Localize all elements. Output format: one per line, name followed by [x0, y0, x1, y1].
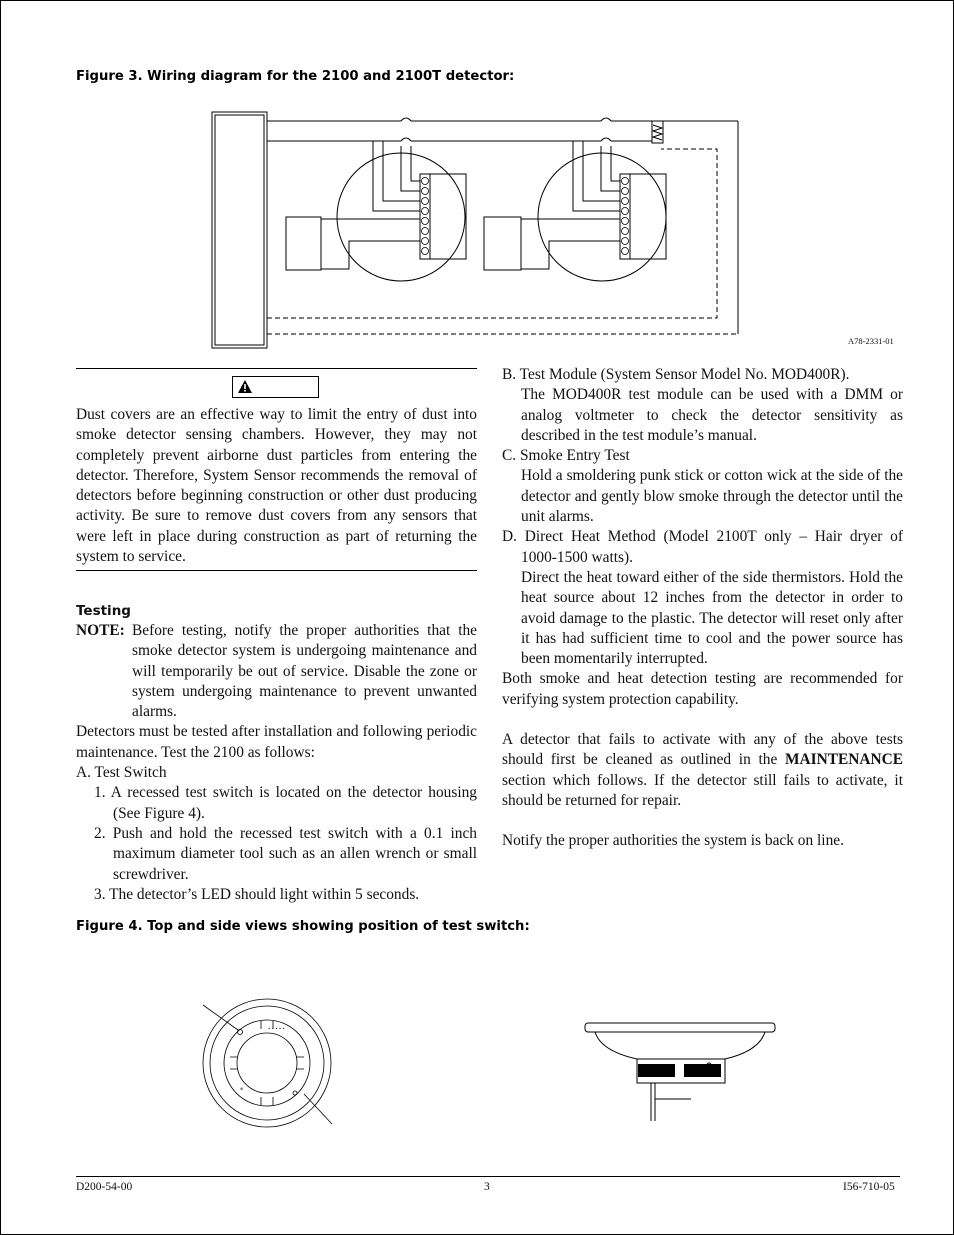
fail-text: [502, 730, 903, 811]
test-d-text: Direct the heat toward either of the side thermistors. Hold the heat source about 12 inches from the detector in order to avoid damage to the plastic. The detector will reset only after it has had sufficient time to cool and the power source has been momentarily interrupted.: [521, 568, 903, 668]
fail-text-start: A detector that fails to activate with any of the above tests should first be cleaned as outlined in the: [502, 731, 903, 769]
footer-part-number: I56-710-05: [843, 1181, 895, 1193]
test-c-title: C. Smoke Entry Test: [502, 447, 630, 465]
testing-heading: Testing: [76, 603, 131, 619]
warning-bottom-rule: [76, 570, 477, 571]
test-a-item-3: 3. The detector’s LED should light within 5 seconds.: [94, 885, 420, 903]
fail-text-end: section which follows. If the detector still fails to activate, it should be returned for repair.: [502, 771, 903, 809]
warning-top-rule: [76, 368, 477, 369]
left-column: [76, 405, 477, 567]
footer-rule: [76, 1176, 900, 1177]
wiring-diagram: [1, 1, 954, 361]
note-label: NOTE:: [76, 622, 125, 639]
test-a-title: A. Test Switch: [76, 764, 167, 782]
test-a-item-1: 1. A recessed test switch is located on the detector housing (See Figure 4).: [94, 784, 477, 822]
maintenance-bold: MAINTENANCE: [785, 751, 903, 769]
warning-box: [232, 376, 319, 398]
footer-doc-code: D200-54-00: [76, 1181, 133, 1193]
detector-top-view: [196, 996, 336, 1128]
dust-cover-warning: Dust covers are an effective way to limit the entry of dust into smoke detector sensing chambers. However, they may not completely prevent airborne dust particles from entering the detector. Therefore, System Sensor recommends the removal of detectors before beginning construction or other dust producing activity. Be sure to remove dust covers from any sensors that were left in place during construction as part of returning the system to service.: [76, 406, 477, 566]
testing-note: [76, 621, 477, 722]
note-text: Before testing, notify the proper authorities that the smoke detector system is undergoing maintenance and will temporarily be out of service. Disable the zone or system undergoing maintenance to prevent unwanted alarms.: [132, 622, 477, 721]
svg-text:⊕: ⊕: [240, 1086, 244, 1091]
both-testing-text: Both smoke and heat detection testing are recommended for verifying system protection capability.: [502, 670, 903, 708]
notify-text: Notify the proper authorities the system is back on line.: [502, 832, 844, 850]
figure-4-caption: Figure 4. Top and side views showing position of test switch:: [76, 919, 530, 934]
svg-text:• • • • •: • • • • •: [268, 1026, 285, 1031]
test-a-item-2: 2. Push and hold the recessed test switch with a 0.1 inch maximum diameter tool such as an allen wrench or small screwdriver.: [94, 824, 477, 883]
footer-page-number: 3: [484, 1181, 490, 1193]
test-d-title: D. Direct Heat Method (Model 2100T only – Hair dryer of 1000-1500 watts).: [502, 528, 903, 566]
test-c-text: Hold a smoldering punk stick or cotton wick at the side of the detector and gently blow smoke through the detector until the unit alarms.: [521, 467, 903, 526]
figure-3-code: A78-2331-01: [848, 336, 894, 346]
detector-side-view: [581, 1021, 781, 1121]
test-b-title: B. Test Module (System Sensor Model No. MOD400R).: [502, 366, 850, 383]
warning-triangle-icon: [238, 380, 252, 393]
testing-section: [76, 576, 477, 905]
right-column: [502, 365, 903, 852]
test-b-text: The MOD400R test module can be used with a DMM or analog voltmeter to check the detector sensitivity as described in the test module’s manual.: [521, 386, 903, 444]
figure-3-caption: Figure 3. Wiring diagram for the 2100 and 2100T detector:: [76, 69, 515, 84]
testing-intro: Detectors must be tested after installation and following periodic maintenance. Test the 2100 as follows:: [76, 723, 477, 761]
